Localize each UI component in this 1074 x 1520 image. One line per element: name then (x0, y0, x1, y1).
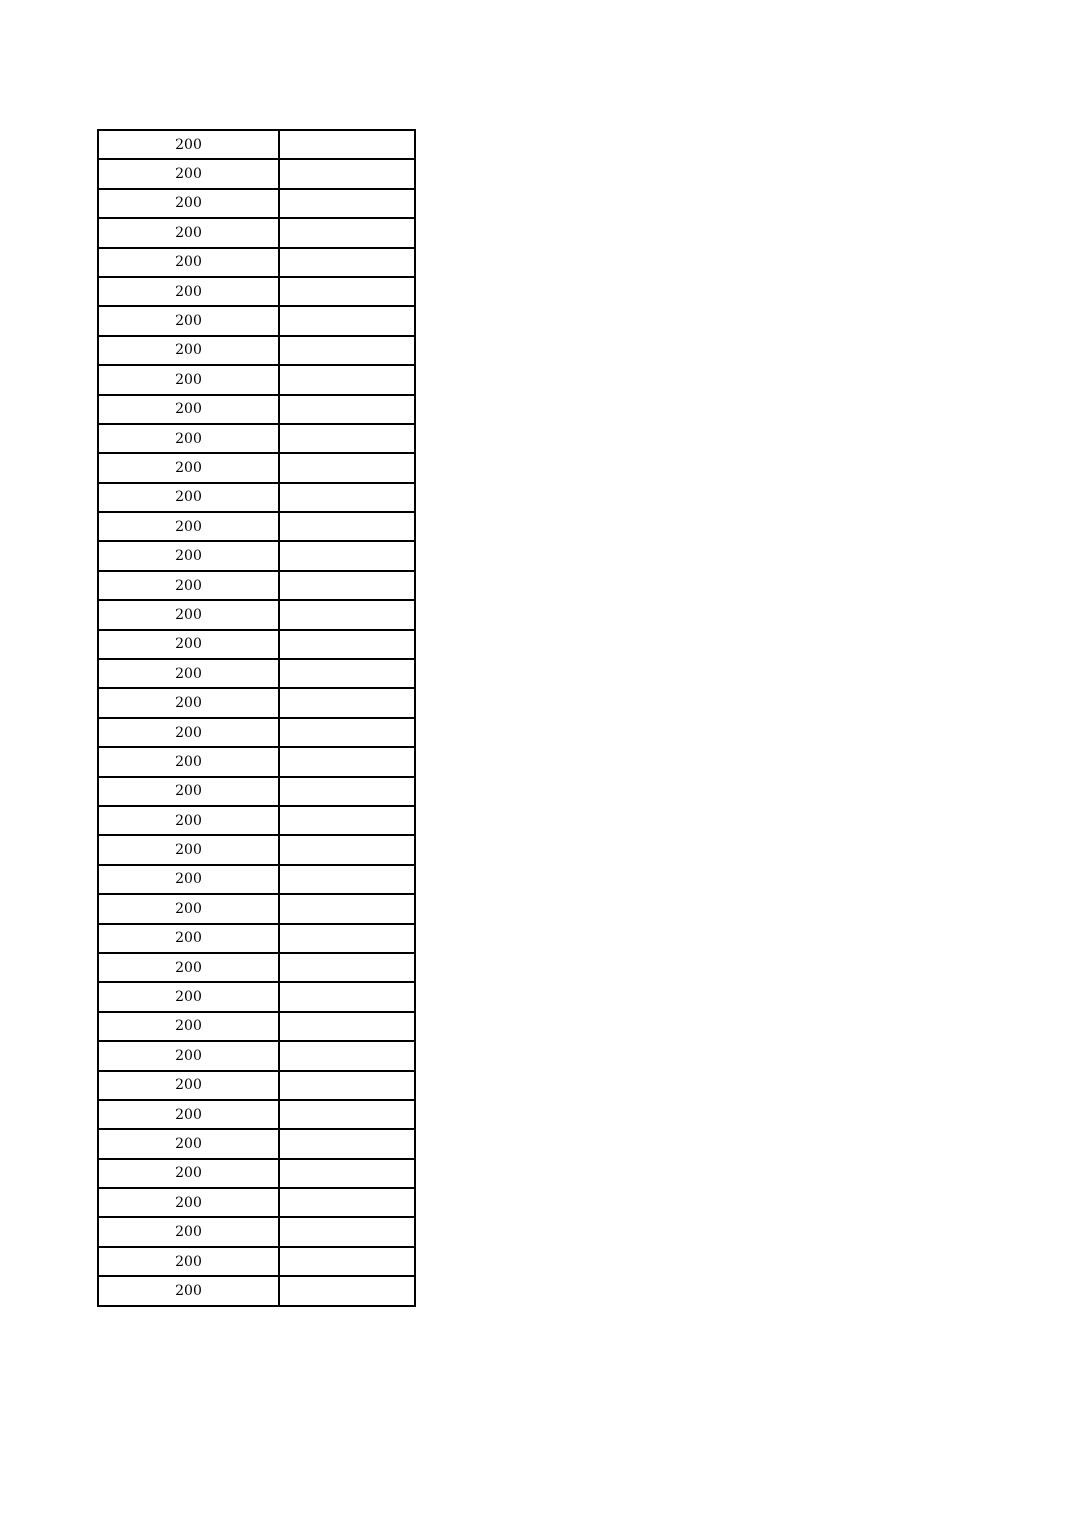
amount-cell: 200 (98, 865, 279, 894)
blank-cell (279, 424, 415, 453)
table-row (98, 953, 415, 982)
blank-cell (279, 1012, 415, 1041)
table-row (98, 806, 415, 835)
table-row (98, 1071, 415, 1100)
amount-cell: 200 (98, 1012, 279, 1041)
blank-cell (279, 1188, 415, 1217)
amount-cell: 200 (98, 1100, 279, 1129)
amount-cell: 200 (98, 894, 279, 923)
blank-cell (279, 130, 415, 159)
table-row (98, 1012, 415, 1041)
blank-cell (279, 688, 415, 717)
blank-cell (279, 1100, 415, 1129)
amount-cell: 200 (98, 453, 279, 482)
blank-cell (279, 1159, 415, 1188)
table-row (98, 395, 415, 424)
amount-cell: 200 (98, 159, 279, 188)
blank-cell (279, 159, 415, 188)
table-row (98, 189, 415, 218)
amount-cell: 200 (98, 630, 279, 659)
table-row (98, 512, 415, 541)
blank-cell (279, 894, 415, 923)
blank-cell (279, 189, 415, 218)
blank-cell (279, 512, 415, 541)
blank-cell (279, 336, 415, 365)
table-row (98, 277, 415, 306)
amount-cell: 200 (98, 747, 279, 776)
table-row (98, 835, 415, 864)
amount-cell: 200 (98, 483, 279, 512)
table-row (98, 924, 415, 953)
blank-cell (279, 365, 415, 394)
amount-cell: 200 (98, 424, 279, 453)
amount-cell: 200 (98, 1129, 279, 1158)
amount-cell: 200 (98, 512, 279, 541)
blank-cell (279, 865, 415, 894)
blank-cell (279, 777, 415, 806)
table-row (98, 306, 415, 335)
amount-cell: 200 (98, 1276, 279, 1305)
blank-cell (279, 600, 415, 629)
table-row (98, 688, 415, 717)
amount-cell: 200 (98, 218, 279, 247)
amount-cell: 200 (98, 777, 279, 806)
amount-cell: 200 (98, 306, 279, 335)
table-row (98, 159, 415, 188)
amount-cell: 200 (98, 659, 279, 688)
blank-cell (279, 1247, 415, 1276)
amount-cell: 200 (98, 395, 279, 424)
blank-cell (279, 541, 415, 570)
table-row (98, 1041, 415, 1070)
blank-cell (279, 306, 415, 335)
blank-cell (279, 483, 415, 512)
amount-cell: 200 (98, 1188, 279, 1217)
blank-cell (279, 248, 415, 277)
table-row (98, 1276, 415, 1305)
amount-cell: 200 (98, 688, 279, 717)
blank-cell (279, 1041, 415, 1070)
table-row (98, 718, 415, 747)
table-row (98, 248, 415, 277)
table-row (98, 483, 415, 512)
amount-cell: 200 (98, 600, 279, 629)
blank-cell (279, 924, 415, 953)
table-row (98, 1100, 415, 1129)
table-row (98, 777, 415, 806)
blank-cell (279, 395, 415, 424)
amount-cell: 200 (98, 571, 279, 600)
blank-cell (279, 1276, 415, 1305)
table-row (98, 541, 415, 570)
table-row (98, 424, 415, 453)
table-row (98, 336, 415, 365)
table-row (98, 982, 415, 1011)
amount-cell: 200 (98, 1041, 279, 1070)
blank-cell (279, 806, 415, 835)
blank-cell (279, 718, 415, 747)
table-row (98, 1188, 415, 1217)
blank-cell (279, 953, 415, 982)
amount-cell: 200 (98, 718, 279, 747)
amount-cell: 200 (98, 953, 279, 982)
table-row (98, 453, 415, 482)
blank-cell (279, 1217, 415, 1246)
blank-cell (279, 453, 415, 482)
blank-cell (279, 659, 415, 688)
table-row (98, 1217, 415, 1246)
blank-cell (279, 747, 415, 776)
amount-cell: 200 (98, 1217, 279, 1246)
table-row (98, 630, 415, 659)
amount-cell: 200 (98, 1159, 279, 1188)
amount-cell: 200 (98, 277, 279, 306)
table-row (98, 1129, 415, 1158)
table-row (98, 865, 415, 894)
table-body (98, 130, 415, 1306)
amount-cell: 200 (98, 806, 279, 835)
table-row (98, 365, 415, 394)
blank-cell (279, 1129, 415, 1158)
data-table (97, 129, 416, 1307)
blank-cell (279, 982, 415, 1011)
table-row (98, 218, 415, 247)
amount-cell: 200 (98, 365, 279, 394)
table-row (98, 1247, 415, 1276)
blank-cell (279, 630, 415, 659)
amount-cell: 200 (98, 835, 279, 864)
blank-cell (279, 835, 415, 864)
amount-cell: 200 (98, 248, 279, 277)
amount-cell: 200 (98, 336, 279, 365)
table-row (98, 600, 415, 629)
blank-cell (279, 277, 415, 306)
blank-cell (279, 1071, 415, 1100)
table-row (98, 1159, 415, 1188)
table-row (98, 659, 415, 688)
amount-cell: 200 (98, 982, 279, 1011)
table-row (98, 130, 415, 159)
amount-cell: 200 (98, 924, 279, 953)
table-row (98, 747, 415, 776)
amount-cell: 200 (98, 130, 279, 159)
blank-cell (279, 218, 415, 247)
amount-cell: 200 (98, 1247, 279, 1276)
amount-cell: 200 (98, 1071, 279, 1100)
amount-cell: 200 (98, 541, 279, 570)
amount-cell: 200 (98, 189, 279, 218)
blank-cell (279, 571, 415, 600)
table-row (98, 571, 415, 600)
table-row (98, 894, 415, 923)
